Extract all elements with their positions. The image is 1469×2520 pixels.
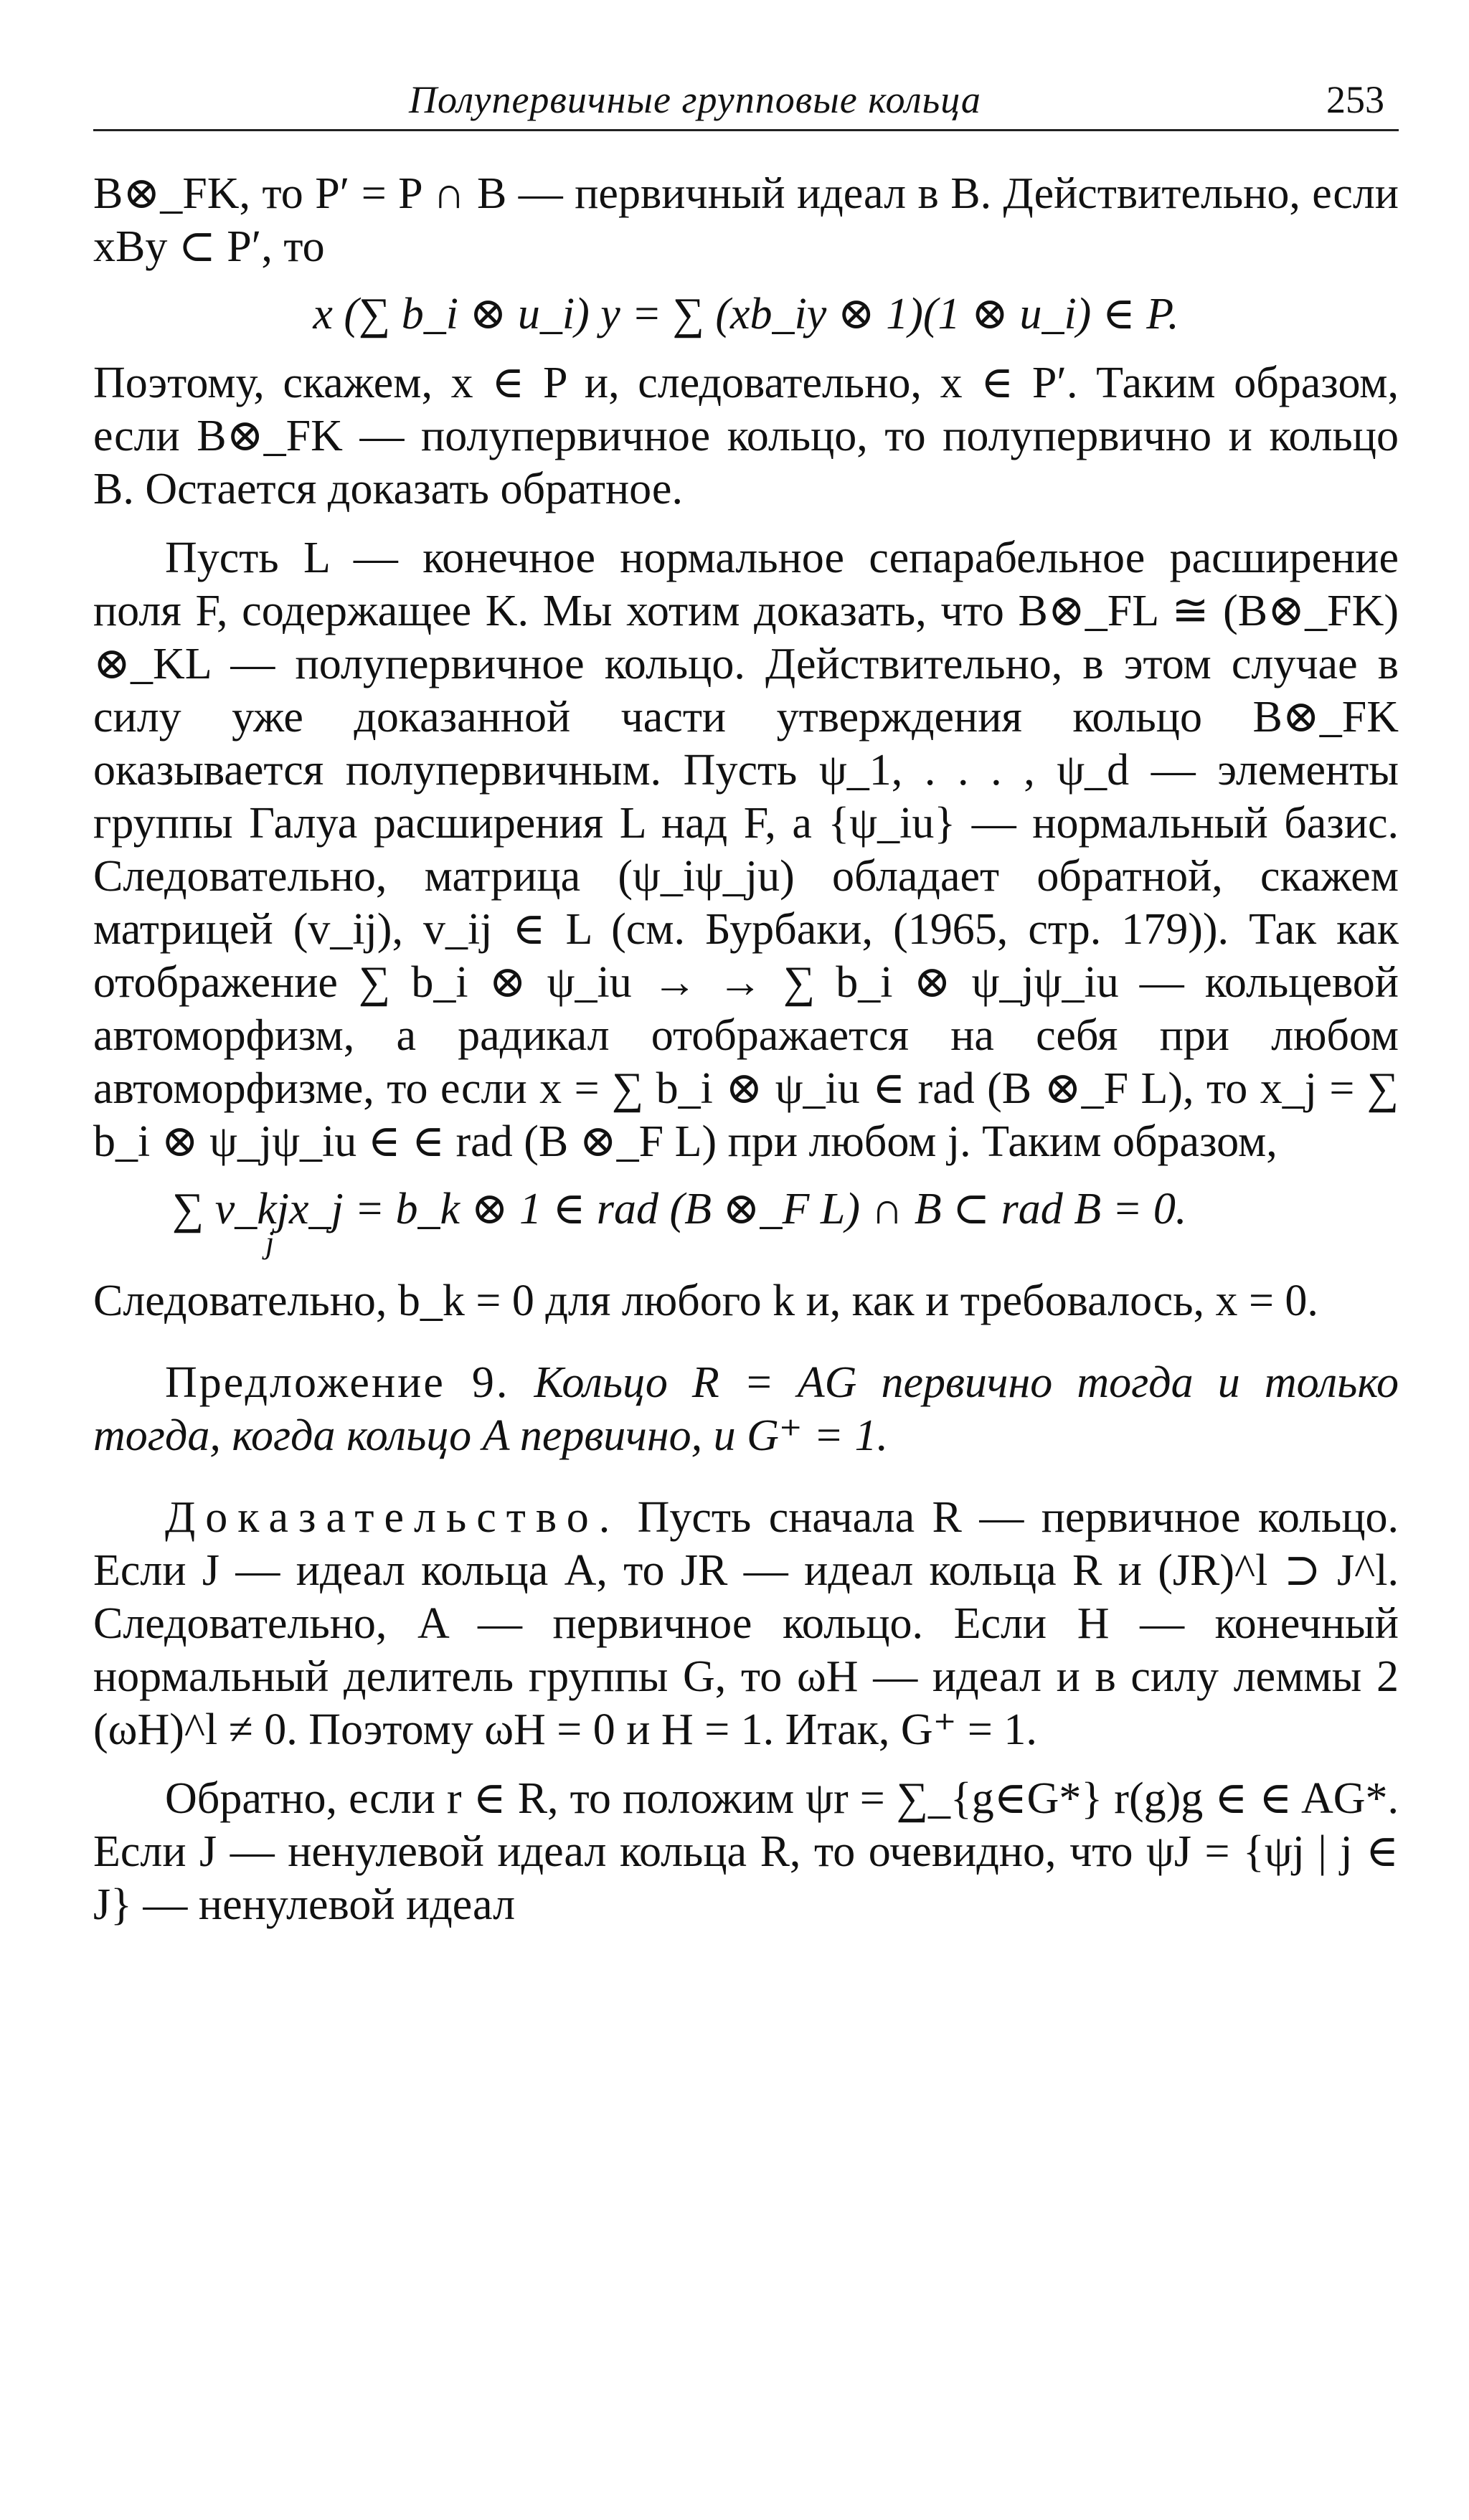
- spacer: [93, 1756, 1399, 1772]
- paragraph-1a: B⊗_FK, то P′ = P ∩ B — первичный идеал в B. Действительно, если xBy ⊂ P′, то: [93, 169, 1399, 271]
- proposition-text: Кольцо R = AG первично тогда и только тогда, когда кольцо A первично, и G⁺ = 1.: [93, 1358, 1399, 1460]
- paragraph-1b: Поэтому, скажем, x ∈ P и, следовательно, x ∈ P′. Таким образом, если B⊗_FK — полупервичное кольцо, то полупервично и кольцо B. Остается доказать обратное.: [93, 359, 1399, 513]
- running-title: Полупервичные групповые кольца: [409, 78, 981, 121]
- page-number: 253: [1326, 78, 1384, 121]
- proposition-label: Предложение 9.: [165, 1358, 510, 1407]
- spacer: [93, 1327, 1399, 1356]
- formula-1: x (∑ b_i ⊗ u_i) y = ∑ (xb_iy ⊗ 1)(1 ⊗ u_i) ∈ P.: [313, 290, 1179, 338]
- book-page: [93, 72, 1399, 1931]
- proof-label: Доказательство.: [165, 1493, 620, 1542]
- formula-2-subscript: j: [265, 1225, 275, 1260]
- proof-paragraph: [93, 1491, 1399, 1756]
- page-header: [93, 72, 1399, 131]
- spacer: [93, 516, 1399, 531]
- formula-2-text: ∑ v_kjx_j = b_k ⊗ 1 ∈ rad (B ⊗_F L) ∩ B ⊂ rad B = 0.: [172, 1185, 1187, 1233]
- paragraph-5: Обратно, если r ∈ R, то положим ψr = ∑_{g∈G*} r(g)g ∈ ∈ AG*. Если J — ненулевой идеал кольца R, то очевидно, что ψJ = {ψj | j ∈ J} — ненулевой идеал: [93, 1774, 1399, 1929]
- proof-text: Пусть сначала R — первичное кольцо. Если J — идеал кольца A, то JR — идеал кольца R и (JR)^l ⊃ J^l. Следовательно, A — первичное кольцо. Если H — конечный нормальный делитель группы G, то ωH — идеал и в силу леммы 2 (ωH)^l ≠ 0. Поэтому ωH = 0 и H = 1. Итак, G⁺ = 1.: [93, 1493, 1399, 1754]
- paragraph-3: Следовательно, b_k = 0 для любого k и, как и требовалось, x = 0.: [93, 1276, 1318, 1325]
- page-body: [93, 167, 1399, 1931]
- spacer: [93, 1462, 1399, 1491]
- formula-2: [93, 1183, 1399, 1259]
- proposition-9: [93, 1356, 1399, 1462]
- paragraph-2: Пусть L — конечное нормальное сепарабельное расширение поля F, содержащее K. Мы хотим доказать, что B⊗_FL ≅ (B⊗_FK) ⊗_KL — полупервичное кольцо. Действительно, в этом случае в силу уже доказанной части утверждения кольцо B⊗_FK оказывается полупервичным. Пусть ψ_1, . . . , ψ_d — элементы группы Галуа расширения L над F, а {ψ_iu} — нормальный базис. Следовательно, матрица (ψ_iψ_ju) обладает обратной, скажем матрицей (v_ij), v_ij ∈ L (см. Бурбаки, (1965, стр. 179)). Так как отображение ∑ b_i ⊗ ψ_iu → → ∑ b_i ⊗ ψ_jψ_iu — кольцевой автоморфизм, а радикал отображается на себя при любом автоморфизме, то если x = ∑ b_i ⊗ ψ_iu ∈ rad (B ⊗_F L), то x_j = ∑ b_i ⊗ ψ_jψ_iu ∈ ∈ rad (B ⊗_F L) при любом j. Таким образом,: [93, 534, 1399, 1166]
